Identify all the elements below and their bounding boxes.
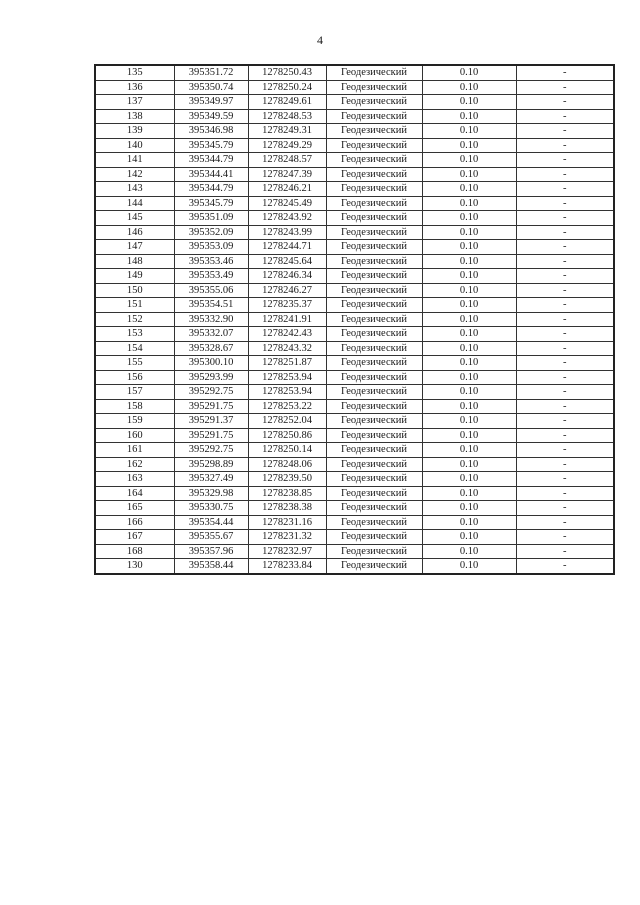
method-cell: Геодезический xyxy=(326,153,422,168)
table-row xyxy=(95,254,614,269)
point-number-cell: 161 xyxy=(95,443,174,458)
point-number-cell: 167 xyxy=(95,530,174,545)
accuracy-cell: 0.10 xyxy=(422,327,516,342)
coord-y-cell: 1278253.94 xyxy=(248,370,326,385)
table-row xyxy=(95,283,614,298)
method-cell: Геодезический xyxy=(326,182,422,197)
point-number-cell: 166 xyxy=(95,515,174,530)
note-cell: - xyxy=(516,269,614,284)
accuracy-cell: 0.10 xyxy=(422,182,516,197)
note-cell: - xyxy=(516,95,614,110)
table-row xyxy=(95,124,614,139)
note-cell: - xyxy=(516,240,614,255)
table-row xyxy=(95,138,614,153)
method-cell: Геодезический xyxy=(326,109,422,124)
method-cell: Геодезический xyxy=(326,269,422,284)
method-cell: Геодезический xyxy=(326,486,422,501)
note-cell: - xyxy=(516,544,614,559)
coord-x-cell: 395357.96 xyxy=(174,544,248,559)
method-cell: Геодезический xyxy=(326,167,422,182)
coord-y-cell: 1278248.06 xyxy=(248,457,326,472)
coord-y-cell: 1278248.53 xyxy=(248,109,326,124)
coord-y-cell: 1278246.27 xyxy=(248,283,326,298)
coord-x-cell: 395354.51 xyxy=(174,298,248,313)
point-number-cell: 164 xyxy=(95,486,174,501)
table-row xyxy=(95,182,614,197)
table-row xyxy=(95,515,614,530)
coord-y-cell: 1278244.71 xyxy=(248,240,326,255)
coord-y-cell: 1278253.94 xyxy=(248,385,326,400)
table-row xyxy=(95,356,614,371)
accuracy-cell: 0.10 xyxy=(422,544,516,559)
table-row xyxy=(95,472,614,487)
accuracy-cell: 0.10 xyxy=(422,559,516,574)
method-cell: Геодезический xyxy=(326,240,422,255)
table-row xyxy=(95,225,614,240)
coord-y-cell: 1278233.84 xyxy=(248,559,326,574)
note-cell: - xyxy=(516,182,614,197)
point-number-cell: 142 xyxy=(95,167,174,182)
point-number-cell: 155 xyxy=(95,356,174,371)
coord-x-cell: 395358.44 xyxy=(174,559,248,574)
table-row xyxy=(95,443,614,458)
coord-x-cell: 395349.97 xyxy=(174,95,248,110)
coord-x-cell: 395351.09 xyxy=(174,211,248,226)
method-cell: Геодезический xyxy=(326,283,422,298)
note-cell: - xyxy=(516,399,614,414)
accuracy-cell: 0.10 xyxy=(422,153,516,168)
accuracy-cell: 0.10 xyxy=(422,138,516,153)
accuracy-cell: 0.10 xyxy=(422,414,516,429)
note-cell: - xyxy=(516,124,614,139)
method-cell: Геодезический xyxy=(326,254,422,269)
coord-y-cell: 1278245.49 xyxy=(248,196,326,211)
point-number-cell: 148 xyxy=(95,254,174,269)
method-cell: Геодезический xyxy=(326,428,422,443)
coord-x-cell: 395292.75 xyxy=(174,385,248,400)
table-row xyxy=(95,153,614,168)
table-row xyxy=(95,486,614,501)
coord-y-cell: 1278245.64 xyxy=(248,254,326,269)
coord-y-cell: 1278251.87 xyxy=(248,356,326,371)
table-row xyxy=(95,370,614,385)
note-cell: - xyxy=(516,283,614,298)
table-row xyxy=(95,341,614,356)
coord-x-cell: 395332.90 xyxy=(174,312,248,327)
coord-x-cell: 395355.06 xyxy=(174,283,248,298)
table-row xyxy=(95,65,614,80)
table-row xyxy=(95,501,614,516)
accuracy-cell: 0.10 xyxy=(422,356,516,371)
method-cell: Геодезический xyxy=(326,443,422,458)
coord-y-cell: 1278249.29 xyxy=(248,138,326,153)
accuracy-cell: 0.10 xyxy=(422,240,516,255)
table-row xyxy=(95,196,614,211)
table-row xyxy=(95,109,614,124)
point-number-cell: 153 xyxy=(95,327,174,342)
accuracy-cell: 0.10 xyxy=(422,167,516,182)
table-row xyxy=(95,530,614,545)
point-number-cell: 168 xyxy=(95,544,174,559)
method-cell: Геодезический xyxy=(326,370,422,385)
page-number: 4 xyxy=(317,33,323,47)
coord-y-cell: 1278243.92 xyxy=(248,211,326,226)
table-row xyxy=(95,544,614,559)
point-number-cell: 163 xyxy=(95,472,174,487)
point-number-cell: 141 xyxy=(95,153,174,168)
note-cell: - xyxy=(516,414,614,429)
coord-x-cell: 395354.44 xyxy=(174,515,248,530)
method-cell: Геодезический xyxy=(326,80,422,95)
note-cell: - xyxy=(516,457,614,472)
coord-y-cell: 1278238.85 xyxy=(248,486,326,501)
note-cell: - xyxy=(516,356,614,371)
coord-y-cell: 1278250.86 xyxy=(248,428,326,443)
coord-x-cell: 395344.41 xyxy=(174,167,248,182)
coord-y-cell: 1278232.97 xyxy=(248,544,326,559)
note-cell: - xyxy=(516,515,614,530)
coord-y-cell: 1278249.61 xyxy=(248,95,326,110)
coord-x-cell: 395300.10 xyxy=(174,356,248,371)
note-cell: - xyxy=(516,138,614,153)
accuracy-cell: 0.10 xyxy=(422,109,516,124)
accuracy-cell: 0.10 xyxy=(422,501,516,516)
accuracy-cell: 0.10 xyxy=(422,269,516,284)
table-row xyxy=(95,211,614,226)
coord-y-cell: 1278231.32 xyxy=(248,530,326,545)
point-number-cell: 143 xyxy=(95,182,174,197)
coord-x-cell: 395329.98 xyxy=(174,486,248,501)
method-cell: Геодезический xyxy=(326,472,422,487)
note-cell: - xyxy=(516,153,614,168)
method-cell: Геодезический xyxy=(326,124,422,139)
note-cell: - xyxy=(516,428,614,443)
coord-x-cell: 395291.75 xyxy=(174,399,248,414)
accuracy-cell: 0.10 xyxy=(422,124,516,139)
table-row xyxy=(95,457,614,472)
coord-x-cell: 395351.72 xyxy=(174,65,248,80)
method-cell: Геодезический xyxy=(326,414,422,429)
coord-x-cell: 395330.75 xyxy=(174,501,248,516)
accuracy-cell: 0.10 xyxy=(422,95,516,110)
point-number-cell: 152 xyxy=(95,312,174,327)
point-number-cell: 144 xyxy=(95,196,174,211)
accuracy-cell: 0.10 xyxy=(422,80,516,95)
method-cell: Геодезический xyxy=(326,341,422,356)
coord-x-cell: 395353.46 xyxy=(174,254,248,269)
point-number-cell: 156 xyxy=(95,370,174,385)
coord-x-cell: 395353.09 xyxy=(174,240,248,255)
note-cell: - xyxy=(516,341,614,356)
table-row xyxy=(95,385,614,400)
coord-y-cell: 1278250.24 xyxy=(248,80,326,95)
method-cell: Геодезический xyxy=(326,327,422,342)
coord-x-cell: 395291.37 xyxy=(174,414,248,429)
accuracy-cell: 0.10 xyxy=(422,283,516,298)
method-cell: Геодезический xyxy=(326,457,422,472)
method-cell: Геодезический xyxy=(326,385,422,400)
coord-y-cell: 1278241.91 xyxy=(248,312,326,327)
accuracy-cell: 0.10 xyxy=(422,399,516,414)
coord-y-cell: 1278239.50 xyxy=(248,472,326,487)
table-row xyxy=(95,269,614,284)
method-cell: Геодезический xyxy=(326,530,422,545)
note-cell: - xyxy=(516,530,614,545)
point-number-cell: 146 xyxy=(95,225,174,240)
point-number-cell: 139 xyxy=(95,124,174,139)
coord-x-cell: 395298.89 xyxy=(174,457,248,472)
method-cell: Геодезический xyxy=(326,138,422,153)
coord-y-cell: 1278243.32 xyxy=(248,341,326,356)
point-number-cell: 147 xyxy=(95,240,174,255)
coord-y-cell: 1278238.38 xyxy=(248,501,326,516)
coord-y-cell: 1278252.04 xyxy=(248,414,326,429)
coordinates-table-body xyxy=(95,65,614,574)
note-cell: - xyxy=(516,501,614,516)
note-cell: - xyxy=(516,167,614,182)
table-row xyxy=(95,80,614,95)
accuracy-cell: 0.10 xyxy=(422,457,516,472)
coord-x-cell: 395350.74 xyxy=(174,80,248,95)
coord-x-cell: 395344.79 xyxy=(174,153,248,168)
coord-x-cell: 395293.99 xyxy=(174,370,248,385)
note-cell: - xyxy=(516,254,614,269)
coord-x-cell: 395332.07 xyxy=(174,327,248,342)
accuracy-cell: 0.10 xyxy=(422,370,516,385)
accuracy-cell: 0.10 xyxy=(422,472,516,487)
accuracy-cell: 0.10 xyxy=(422,65,516,80)
point-number-cell: 150 xyxy=(95,283,174,298)
method-cell: Геодезический xyxy=(326,95,422,110)
method-cell: Геодезический xyxy=(326,298,422,313)
table-row xyxy=(95,399,614,414)
coord-y-cell: 1278242.43 xyxy=(248,327,326,342)
note-cell: - xyxy=(516,559,614,574)
method-cell: Геодезический xyxy=(326,399,422,414)
accuracy-cell: 0.10 xyxy=(422,530,516,545)
accuracy-cell: 0.10 xyxy=(422,254,516,269)
point-number-cell: 149 xyxy=(95,269,174,284)
method-cell: Геодезический xyxy=(326,544,422,559)
point-number-cell: 159 xyxy=(95,414,174,429)
coord-y-cell: 1278231.16 xyxy=(248,515,326,530)
point-number-cell: 145 xyxy=(95,211,174,226)
table-row xyxy=(95,95,614,110)
note-cell: - xyxy=(516,80,614,95)
coord-y-cell: 1278248.57 xyxy=(248,153,326,168)
coord-x-cell: 395346.98 xyxy=(174,124,248,139)
coord-y-cell: 1278243.99 xyxy=(248,225,326,240)
coord-y-cell: 1278246.34 xyxy=(248,269,326,284)
table-row xyxy=(95,312,614,327)
note-cell: - xyxy=(516,443,614,458)
coord-x-cell: 395353.49 xyxy=(174,269,248,284)
table-row xyxy=(95,414,614,429)
coordinates-table xyxy=(94,64,615,575)
point-number-cell: 136 xyxy=(95,80,174,95)
point-number-cell: 135 xyxy=(95,65,174,80)
note-cell: - xyxy=(516,196,614,211)
note-cell: - xyxy=(516,65,614,80)
accuracy-cell: 0.10 xyxy=(422,486,516,501)
note-cell: - xyxy=(516,109,614,124)
accuracy-cell: 0.10 xyxy=(422,341,516,356)
accuracy-cell: 0.10 xyxy=(422,515,516,530)
accuracy-cell: 0.10 xyxy=(422,211,516,226)
point-number-cell: 151 xyxy=(95,298,174,313)
note-cell: - xyxy=(516,486,614,501)
accuracy-cell: 0.10 xyxy=(422,443,516,458)
method-cell: Геодезический xyxy=(326,211,422,226)
note-cell: - xyxy=(516,225,614,240)
table-row xyxy=(95,298,614,313)
table-row xyxy=(95,327,614,342)
method-cell: Геодезический xyxy=(326,312,422,327)
point-number-cell: 165 xyxy=(95,501,174,516)
accuracy-cell: 0.10 xyxy=(422,225,516,240)
method-cell: Геодезический xyxy=(326,196,422,211)
point-number-cell: 158 xyxy=(95,399,174,414)
coord-x-cell: 395345.79 xyxy=(174,196,248,211)
note-cell: - xyxy=(516,312,614,327)
accuracy-cell: 0.10 xyxy=(422,298,516,313)
coord-x-cell: 395345.79 xyxy=(174,138,248,153)
point-number-cell: 157 xyxy=(95,385,174,400)
coord-x-cell: 395291.75 xyxy=(174,428,248,443)
point-number-cell: 154 xyxy=(95,341,174,356)
note-cell: - xyxy=(516,385,614,400)
coord-y-cell: 1278249.31 xyxy=(248,124,326,139)
note-cell: - xyxy=(516,370,614,385)
point-number-cell: 138 xyxy=(95,109,174,124)
point-number-cell: 137 xyxy=(95,95,174,110)
coord-y-cell: 1278250.43 xyxy=(248,65,326,80)
coord-x-cell: 395355.67 xyxy=(174,530,248,545)
coord-x-cell: 395292.75 xyxy=(174,443,248,458)
accuracy-cell: 0.10 xyxy=(422,428,516,443)
coord-x-cell: 395327.49 xyxy=(174,472,248,487)
coord-x-cell: 395344.79 xyxy=(174,182,248,197)
method-cell: Геодезический xyxy=(326,559,422,574)
coord-y-cell: 1278235.37 xyxy=(248,298,326,313)
coord-x-cell: 395328.67 xyxy=(174,341,248,356)
accuracy-cell: 0.10 xyxy=(422,196,516,211)
coord-x-cell: 395349.59 xyxy=(174,109,248,124)
table-row xyxy=(95,240,614,255)
method-cell: Геодезический xyxy=(326,501,422,516)
coord-y-cell: 1278250.14 xyxy=(248,443,326,458)
note-cell: - xyxy=(516,327,614,342)
method-cell: Геодезический xyxy=(326,65,422,80)
table-row xyxy=(95,428,614,443)
method-cell: Геодезический xyxy=(326,356,422,371)
point-number-cell: 162 xyxy=(95,457,174,472)
coord-y-cell: 1278246.21 xyxy=(248,182,326,197)
accuracy-cell: 0.10 xyxy=(422,312,516,327)
note-cell: - xyxy=(516,472,614,487)
method-cell: Геодезический xyxy=(326,515,422,530)
point-number-cell: 130 xyxy=(95,559,174,574)
point-number-cell: 160 xyxy=(95,428,174,443)
note-cell: - xyxy=(516,211,614,226)
table-row xyxy=(95,167,614,182)
accuracy-cell: 0.10 xyxy=(422,385,516,400)
method-cell: Геодезический xyxy=(326,225,422,240)
coord-y-cell: 1278253.22 xyxy=(248,399,326,414)
table-row xyxy=(95,559,614,574)
note-cell: - xyxy=(516,298,614,313)
coord-y-cell: 1278247.39 xyxy=(248,167,326,182)
point-number-cell: 140 xyxy=(95,138,174,153)
coord-x-cell: 395352.09 xyxy=(174,225,248,240)
